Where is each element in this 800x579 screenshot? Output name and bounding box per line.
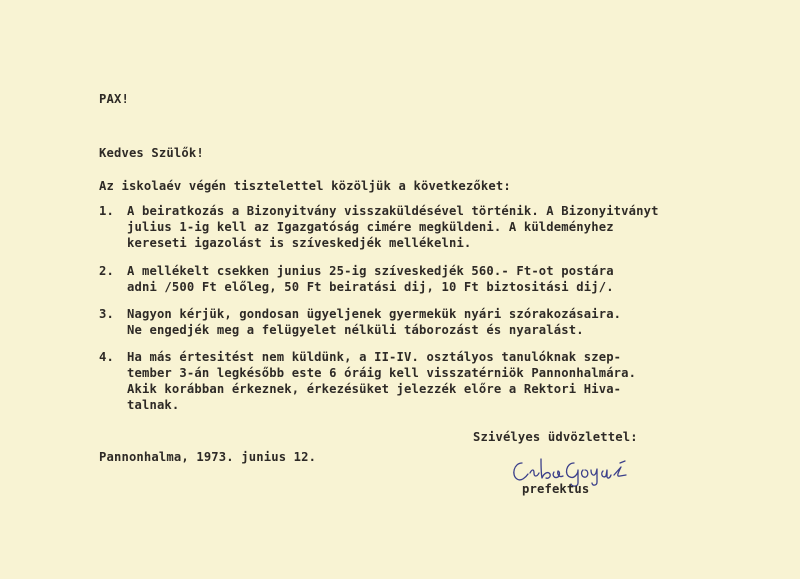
list-item-line: A beiratkozás a Bizonyitvány visszaküldésével történik. A Bizonyitványt (127, 204, 659, 218)
list-item-number: 4. (99, 350, 114, 364)
list-item-line: tember 3-án legkésőbb este 6 óráig kell visszatérniök Pannonhalmára. (127, 366, 637, 380)
pax-greeting: PAX! (99, 92, 129, 106)
signatory-title: prefektus (522, 482, 590, 496)
list-item-line: adni /500 Ft előleg, 50 Ft beiratási dij, 10 Ft biztositási dij/. (127, 280, 614, 294)
list-item-line: talnak. (127, 398, 180, 412)
list-item-line: A mellékelt csekken junius 25-ig szíveskedjék 560.- Ft-ot postára (127, 264, 614, 278)
list-item-line: kereseti igazolást is szíveskedjék mellékelni. (127, 236, 472, 250)
list-item-line: Ne engedjék meg a felügyelet nélküli táborozást és nyaralást. (127, 323, 584, 337)
salutation: Kedves Szülők! (99, 146, 204, 160)
intro-line: Az iskolaév végén tisztelettel közöljük a következőket: (99, 179, 511, 193)
list-item-number: 1. (99, 204, 114, 218)
list-item-line: julius 1-ig kell az Igazgatóság cimére megküldeni. A küldeményhez (127, 220, 614, 234)
list-item-line: Akik korábban érkeznek, érkezésüket jelezzék előre a Rektori Hiva- (127, 382, 622, 396)
place-date: Pannonhalma, 1973. junius 12. (99, 450, 317, 464)
list-item-line: Ha más értesitést nem küldünk, a II-IV. osztályos tanulóknak szep- (127, 350, 622, 364)
closing-line: Szivélyes üdvözlettel: (473, 430, 638, 444)
list-item-number: 2. (99, 264, 114, 278)
list-item-line: Nagyon kérjük, gondosan ügyeljenek gyermekük nyári szórakozásaira. (127, 307, 622, 321)
list-item-number: 3. (99, 307, 114, 321)
